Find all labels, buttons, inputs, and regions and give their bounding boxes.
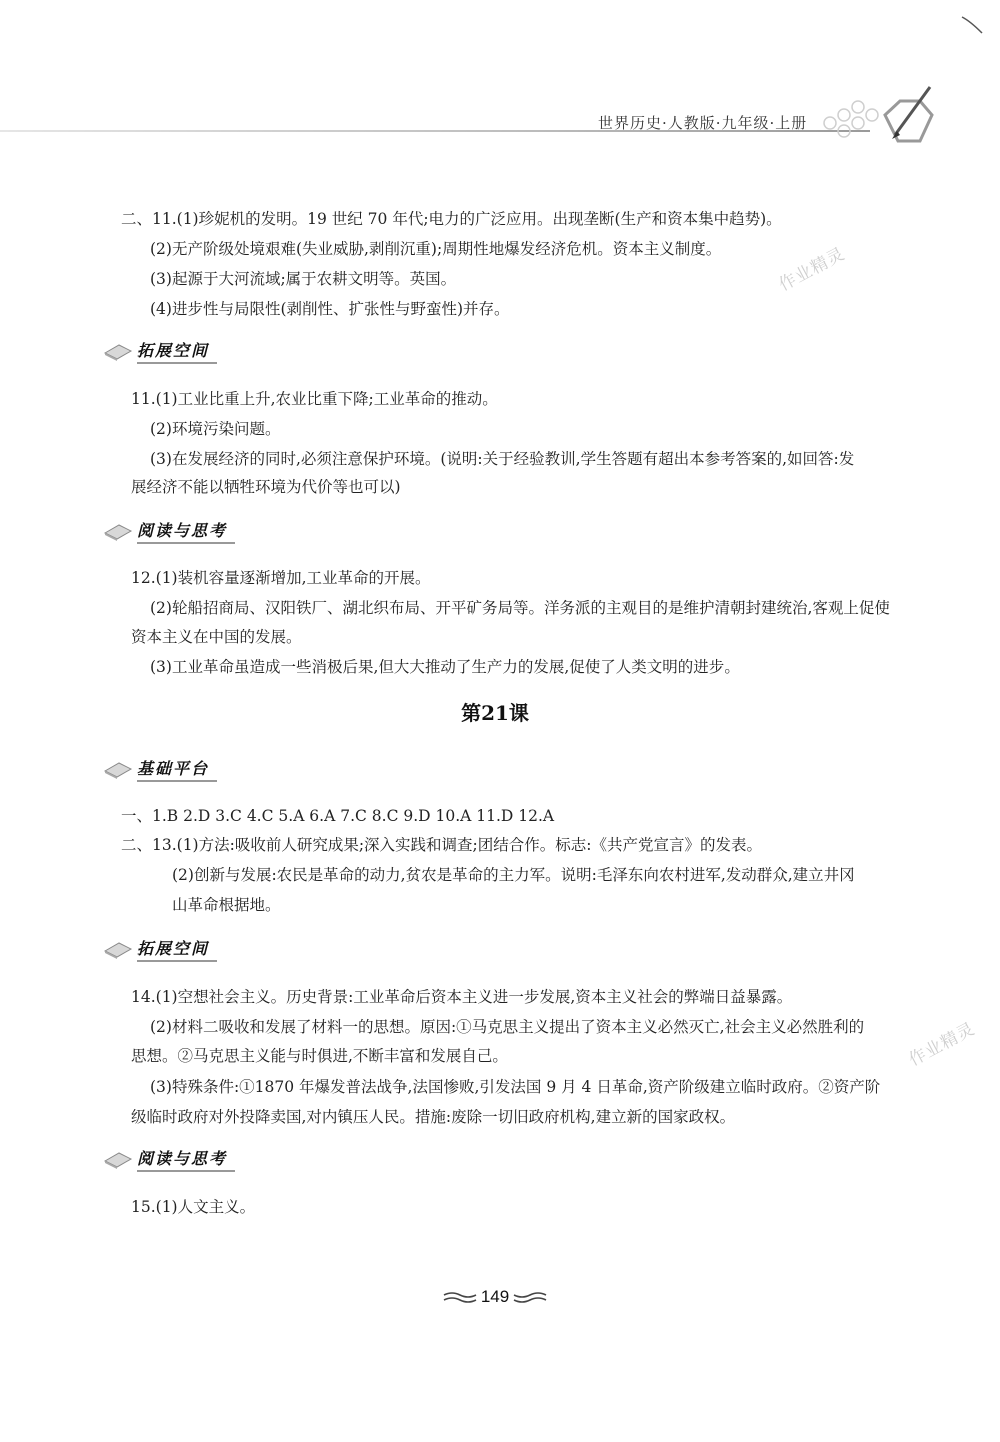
pen-logo-icon xyxy=(800,75,940,155)
answer-line: 思想。②马克思主义能与时俱进,不断丰富和发展自己。 xyxy=(131,1047,508,1065)
section-heading xyxy=(103,936,217,962)
answer-line: (3)特殊条件:①1870 年爆发普法战争,法国惨败,引发法国 9 月 4 日革命,资产阶级建立临时政府。②资产阶 xyxy=(150,1078,881,1096)
answer-line: 15.(1)人文主义。 xyxy=(131,1198,256,1216)
section-label: 阅读与思考 xyxy=(137,518,235,544)
answer-line: 一、1.B 2.D 3.C 4.C 5.A 6.A 7.C 8.C 9.D 10.A 11.D 12.A xyxy=(121,807,555,825)
corner-mark-icon xyxy=(960,15,990,35)
answer-line: (2)创新与发展:农民是革命的动力,贫农是革命的主力军。说明:毛泽东向农村进军,发动群众,建立井冈 xyxy=(172,866,855,884)
answer-line: 资本主义在中国的发展。 xyxy=(131,628,302,646)
page-number: 149 xyxy=(480,1287,510,1306)
answer-line: 二、13.(1)方法:吸收前人研究成果;深入实践和调查;团结合作。标志:《共产党宣言》的发表。 xyxy=(121,836,762,854)
answer-line: (2)环境污染问题。 xyxy=(150,420,281,438)
answer-line: 山革命根据地。 xyxy=(172,896,281,914)
answer-line: (3)工业革命虽造成一些消极后果,但大大推动了生产力的发展,促使了人类文明的进步。 xyxy=(150,658,740,676)
answer-line: 展经济不能以牺牲环境为代价等也可以) xyxy=(131,478,401,496)
book-icon xyxy=(103,1149,133,1169)
section-heading xyxy=(103,756,217,782)
lesson-title: 第21课 xyxy=(461,701,529,725)
answer-line: 14.(1)空想社会主义。历史背景:工业革命后资本主义进一步发展,资本主义社会的弊端日益暴露。 xyxy=(131,988,793,1006)
wave-ornament-icon xyxy=(443,1290,477,1304)
section-heading xyxy=(103,338,217,364)
answer-line: (2)材料二吸收和发展了材料一的思想。原因:①马克思主义提出了资本主义必然灭亡,社会主义必然胜利的 xyxy=(150,1018,865,1036)
book-icon xyxy=(103,521,133,541)
page-footer xyxy=(440,1282,550,1312)
answer-line: 11.(1)工业比重上升,农业比重下降;工业革命的推动。 xyxy=(131,390,498,408)
section-heading xyxy=(103,1146,235,1172)
section-label: 基础平台 xyxy=(137,756,217,782)
section-label: 阅读与思考 xyxy=(137,1146,235,1172)
book-icon xyxy=(103,341,133,361)
answer-line: (3)起源于大河流域;属于农耕文明等。英国。 xyxy=(150,270,457,288)
answer-line: 级临时政府对外投降卖国,对内镇压人民。措施:废除一切旧政府机构,建立新的国家政权。 xyxy=(131,1108,736,1126)
answer-line: 12.(1)装机容量逐渐增加,工业革命的开展。 xyxy=(131,569,431,587)
answer-line: (2)轮船招商局、汉阳铁厂、湖北织布局、开平矿务局等。洋务派的主观目的是维护清朝封建统治,客观上促使 xyxy=(150,599,890,617)
book-icon xyxy=(103,759,133,779)
answer-line: (4)进步性与局限性(剥削性、扩张性与野蛮性)并存。 xyxy=(150,300,510,318)
header-title: 世界历史·人教版·九年级·上册 xyxy=(598,114,808,132)
answer-line: (2)无产阶级处境艰难(失业威胁,剥削沉重);周期性地爆发经济危机。资本主义制度。 xyxy=(150,240,722,258)
answer-line: (3)在发展经济的同时,必须注意保护环境。(说明:关于经验教训,学生答题有超出本参考答案的,如回答:发 xyxy=(150,450,855,468)
section-label: 拓展空间 xyxy=(137,338,217,364)
watermark: 作业精灵 xyxy=(775,243,849,296)
book-icon xyxy=(103,939,133,959)
section-label: 拓展空间 xyxy=(137,936,217,962)
watermark: 作业精灵 xyxy=(905,1018,979,1071)
wave-ornament-icon xyxy=(513,1290,547,1304)
section-heading xyxy=(103,518,235,544)
answer-line: 二、11.(1)珍妮机的发明。19 世纪 70 年代;电力的广泛应用。出现垄断(生产和资本集中趋势)。 xyxy=(121,210,782,228)
